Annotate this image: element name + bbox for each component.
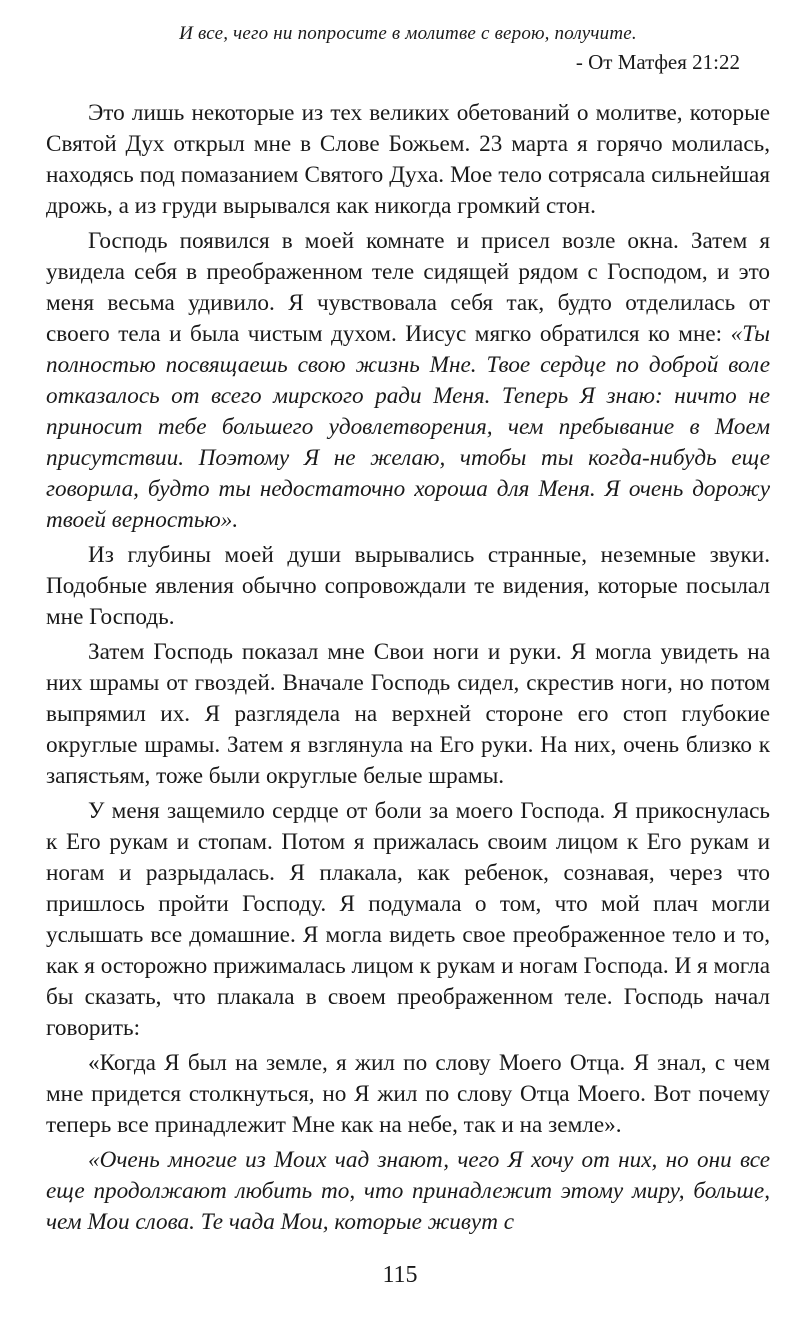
paragraph-3-text: Из глубины моей души вырывались странные, неземные звуки. Подобные явления обычно сопровождали те видения, которые посылал мне Господь. [46,542,770,630]
page-number: 115 [382,1262,418,1288]
paragraph-6 [46,1048,770,1141]
paragraph-2-text: Господь появился в моей комнате и присел возле окна. Затем я увидела себя в преображенном теле сидящей рядом с Господом, и это меня весьма удивило. Я чувствовала себя так, будто отделилась от своего тела и была чистым духом. Иисус мягко обратился ко мне: [46,228,770,347]
paragraph-2-italic-quote: «Ты полностью посвящаешь свою жизнь Мне. Твое сердце по доброй воле отказалось от всего мирского ради Меня. Теперь Я знаю: ничто не приносит тебе большего удовлетворения, чем пребывание в Моем присутствии. Поэтому Я не желаю, чтобы ты когда-нибудь еще говорила, будто ты недостаточно хороша для Меня. Я очень дорожу твоей верностью». [46,321,770,533]
paragraph-1 [46,98,770,222]
epigraph-source: - От Матфея 21:22 [575,50,740,74]
paragraph-7-italic-quote: «Очень многие из Моих чад знают, чего Я хочу от них, но они все еще продолжают любить то, что принадлежит этому миру, больше, чем Мои слова. Те чада Мои, которые живут с [46,1147,770,1235]
paragraph-4 [46,637,770,792]
paragraph-3 [46,540,770,633]
paragraph-5 [46,796,770,1044]
paragraph-2 [46,226,770,536]
body-text [46,98,770,1238]
paragraph-5-text: У меня защемило сердце от боли за моего Господа. Я прикоснулась к Его рукам и стопам. Потом я прижалась своим лицом к Его рукам и ногам и разрыдалась. Я плакала, как ребенок, сознавая, через что пришлось пройти Господу. Я подумала о том, что мой плач могли услышать все домашние. Я могла видеть свое преображенное тело и то, как я осторожно прижималась лицом к рукам и ногам Господа. И я могла бы сказать, что плакала в своем преображенном теле. Господь начал говорить: [46,798,770,1041]
epigraph-quote: И все, чего ни попросите в молитве с верою, получите. [179,23,637,44]
paragraph-7 [46,1145,770,1238]
paragraph-4-text: Затем Господь показал мне Свои ноги и руки. Я могла увидеть на них шрамы от гвоздей. Вначале Господь сидел, скрестив ноги, но потом выпрямил их. Я разглядела на верхней стороне его стоп глубокие округлые шрамы. Затем я взглянула на Его руки. На них, очень близко к запястьям, тоже были округлые белые шрамы. [46,639,770,789]
paragraph-6-text: «Когда Я был на земле, я жил по слову Моего Отца. Я знал, с чем мне придется столкнуться, но Я жил по слову Отца Моего. Вот почему теперь все принадлежит Мне как на небе, так и на земле». [46,1050,770,1138]
paragraph-1-text: Это лишь некоторые из тех великих обетований о молитве, которые Святой Дух открыл мне в Слове Божьем. 23 марта я горячо молилась, находясь под помазанием Святого Духа. Мое тело сотрясала сильнейшая дрожь, а из груди вырывался как никогда громкий стон. [46,100,770,219]
